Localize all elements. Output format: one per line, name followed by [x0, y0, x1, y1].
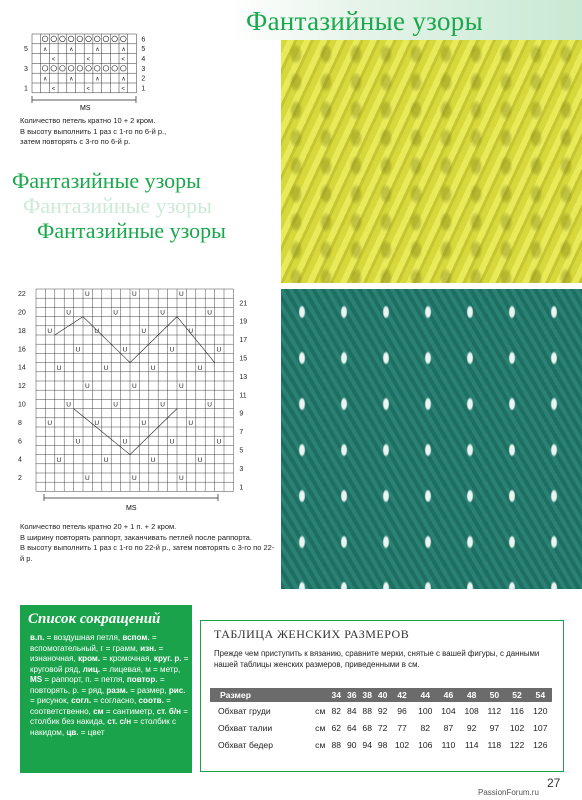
svg-text:<: < [86, 57, 91, 63]
abbreviation-meaning: = повторять, р. = ряд, [30, 675, 165, 695]
abbreviation-term: изн. [140, 643, 157, 653]
chart2-row-number-left: 14 [18, 364, 26, 372]
svg-text:U: U [150, 364, 156, 372]
size-column-header: 34 [329, 688, 344, 702]
svg-text:∧: ∧ [121, 76, 126, 83]
measurement-value: 68 [362, 722, 372, 733]
measurement-value: 87 [443, 722, 454, 733]
measurement-value: 72 [377, 722, 388, 733]
svg-text:<: < [51, 86, 56, 93]
measurement-value: 112 [487, 705, 502, 716]
chart2-row-number-right: 5 [239, 447, 244, 455]
measurement-value: 104 [441, 705, 456, 716]
measurement-value: 116 [510, 705, 524, 716]
chart2-instructions [20, 522, 275, 564]
abbreviation-term: вспом. [122, 633, 150, 642]
size-table [210, 688, 552, 753]
chart2-row-number-right: 17 [239, 337, 248, 345]
svg-text:<: < [86, 86, 91, 93]
chart2-row-number-left: 16 [18, 346, 26, 354]
chart1-instructions [20, 116, 270, 148]
teal-knit-photo [281, 289, 582, 589]
svg-text:U: U [122, 438, 128, 446]
abbreviation-term: согл. [71, 696, 92, 705]
measurement-value: 106 [418, 739, 433, 750]
abbreviation-term: рис. [168, 685, 186, 695]
measurement-value: 118 [487, 739, 502, 750]
abbreviation-meaning: = сантиметр, [103, 706, 157, 716]
size-column-header: 36 [344, 688, 359, 702]
measurement-value: 102 [394, 739, 410, 750]
svg-text:U: U [188, 420, 194, 427]
measurement-value: 100 [418, 705, 433, 716]
size-column-header: 54 [529, 688, 552, 702]
decorative-title-1: Фантазийные узоры [12, 168, 201, 193]
chart1-note-line: затем повторять с 3-го по 6-й р. [20, 137, 131, 146]
table-row [210, 736, 552, 753]
svg-text:U: U [160, 309, 165, 317]
svg-text:U: U [56, 364, 62, 372]
svg-text:∧: ∧ [43, 76, 48, 83]
chart1-row-number-left: 1 [24, 85, 28, 93]
chart2-row-number-left: 20 [18, 309, 26, 317]
measurement-value: 126 [533, 739, 548, 750]
size-table-title: ТАБЛИЦА ЖЕНСКИХ РАЗМЕРОВ [214, 627, 410, 641]
abbreviation-term: кром. [78, 654, 101, 663]
abbreviation-term: круг. р. [153, 654, 182, 663]
svg-text:∧: ∧ [69, 47, 74, 54]
measurement-value: 92 [466, 722, 477, 733]
svg-text:<: < [121, 57, 125, 63]
svg-text:U: U [66, 309, 71, 317]
svg-text:U: U [197, 456, 203, 464]
chart2-row-number-left: 22 [18, 291, 26, 299]
yellow-knit-photo [281, 40, 582, 283]
abbreviation-meaning: = лицевая, м = метр, [100, 664, 181, 674]
decorative-title-3: Фантазийные узоры [37, 218, 226, 243]
svg-text:U: U [160, 401, 165, 409]
svg-text:∧: ∧ [43, 47, 48, 54]
abbreviation-term: соотв. [138, 696, 164, 705]
abbreviation-term: цв. [66, 727, 79, 737]
abbreviation-meaning: = кромочная, [100, 654, 154, 663]
svg-text:∧: ∧ [69, 76, 74, 83]
measurement-value: 122 [509, 739, 525, 750]
size-column-header: 42 [390, 688, 413, 702]
svg-text:U: U [132, 383, 137, 391]
knitting-chart-1 [18, 32, 158, 114]
chart2-note-line: В высоту выполнить 1 раз с 1-го по 22-й р., затем повторять с 3-го по 22-й р. [20, 543, 275, 563]
measurement-value: 88 [331, 739, 342, 750]
measurement-value: 82 [420, 722, 431, 733]
svg-text:<: < [121, 86, 125, 93]
size-header-label: Размер [210, 688, 329, 702]
svg-text:U: U [207, 309, 212, 317]
svg-text:U: U [85, 383, 90, 391]
measurement-value: 102 [509, 722, 525, 733]
abbreviation-meaning: = вспомогательный, г = грамм, [30, 633, 157, 653]
chart2-repeat-label: MS [126, 505, 137, 512]
svg-text:U: U [47, 328, 53, 335]
svg-text:∧: ∧ [121, 47, 126, 54]
abbreviation-meaning: = воздушная петля, [44, 633, 123, 642]
svg-text:U: U [75, 438, 81, 446]
measurement-value: 120 [533, 705, 548, 716]
measurement-value: 98 [377, 739, 388, 750]
svg-text:U: U [75, 346, 81, 354]
abbreviation-term: ст. б/н [156, 706, 182, 716]
abbreviation-meaning: = столбик без накида, [30, 706, 188, 726]
size-column-header: 46 [437, 688, 460, 702]
chart1-row-number-left: 5 [24, 46, 28, 54]
abbreviation-term: разм. [106, 685, 128, 695]
svg-text:∧: ∧ [95, 47, 100, 54]
svg-text:<: < [51, 57, 56, 63]
chart2-note-line: Количество петель кратно 20 + 1 п. + 2 кром. [20, 522, 177, 531]
chart2-row-number-right: 13 [239, 373, 248, 381]
chart2-row-number-right: 21 [239, 300, 248, 308]
abbreviation-term: MS [30, 675, 43, 684]
chart1-repeat-label: MS [80, 105, 91, 112]
size-column-header: 44 [414, 688, 437, 702]
chart2-row-number-right: 11 [239, 392, 247, 400]
chart1-row-number-left: 3 [24, 65, 28, 73]
svg-text:U: U [113, 309, 118, 317]
svg-text:U: U [179, 291, 184, 299]
abbreviation-term: лиц. [82, 664, 101, 674]
abbreviation-meaning: = рисунок, [30, 696, 72, 705]
svg-text:U: U [66, 401, 71, 409]
svg-text:U: U [47, 420, 53, 427]
measurement-value: 96 [397, 705, 407, 716]
chart2-note-line: В ширину повторять раппорт, заканчивать петлей после раппорта. [20, 532, 252, 542]
chart2-row-number-right: 15 [239, 355, 248, 363]
measurement-value: 108 [464, 705, 479, 716]
svg-text:U: U [85, 475, 90, 483]
measurement-value: 64 [346, 722, 357, 733]
chart2-row-number-right: 3 [239, 465, 244, 473]
svg-text:U: U [179, 383, 184, 391]
svg-text:U: U [207, 401, 212, 409]
svg-text:U: U [122, 346, 128, 354]
measurement-value: 94 [362, 739, 372, 750]
chart2-row-number-left: 6 [18, 438, 22, 446]
watermark: PassionForum.ru [478, 788, 539, 797]
size-column-header: 50 [483, 688, 505, 702]
chart1-row-number-right: 3 [141, 65, 146, 73]
knitting-chart-2 [18, 286, 258, 518]
svg-text:U: U [169, 438, 175, 446]
chart2-row-number-left: 8 [18, 419, 22, 427]
abbreviation-term: ст. с/н [107, 717, 132, 726]
decorative-title-2: Фантазийные узоры [23, 193, 212, 218]
svg-text:U: U [85, 291, 90, 299]
svg-text:U: U [103, 456, 109, 464]
abbreviation-meaning: = раппорт, п. = петля, [42, 675, 127, 684]
abbreviation-meaning: = размер, [127, 685, 169, 695]
chart2-row-number-left: 4 [18, 456, 22, 464]
measurement-label: Обхват груди [218, 705, 271, 716]
svg-text:U: U [197, 364, 203, 372]
chart2-row-number-left: 10 [18, 401, 26, 409]
page-title: Фантазийные узоры [246, 6, 484, 36]
svg-text:U: U [94, 420, 100, 427]
size-column-header: 40 [375, 688, 390, 702]
chart1-grid [32, 34, 136, 93]
svg-text:U: U [56, 456, 62, 464]
size-column-header: 38 [359, 688, 374, 702]
chart1-row-number-right: 4 [141, 56, 146, 63]
chart1-row-number-right: 6 [141, 36, 146, 44]
chart2-row-number-right: 19 [239, 318, 248, 326]
chart2-row-numbers [18, 291, 247, 491]
abbreviations-title: Список сокращений [28, 611, 161, 627]
chart1-row-number-right: 5 [141, 46, 146, 54]
abbreviation-meaning: = цвет [78, 727, 105, 737]
chart2-row-number-right: 9 [239, 410, 244, 418]
abbreviation-term: повтор. [126, 675, 158, 684]
measurement-value: 92 [377, 705, 388, 716]
size-column-header: 48 [460, 688, 483, 702]
chart1-row-number-right: 1 [141, 85, 146, 93]
measurement-value: 77 [397, 722, 407, 733]
svg-text:U: U [94, 328, 100, 335]
measurement-value: 114 [464, 739, 479, 750]
abbreviation-meaning: = круговой ряд, [30, 654, 189, 674]
svg-text:∧: ∧ [95, 76, 100, 83]
chart2-row-number-left: 12 [18, 383, 26, 391]
page-number: 27 [547, 776, 561, 790]
measurement-value: 88 [362, 705, 372, 716]
svg-text:U: U [179, 475, 184, 483]
abbreviation-term: в.п. [30, 633, 45, 642]
svg-text:U: U [150, 456, 156, 464]
measurement-unit: см [315, 705, 326, 716]
measurement-label: Обхват бедер [218, 739, 273, 750]
size-table-header-row [210, 688, 552, 702]
measurement-value: 107 [533, 722, 548, 733]
chart1-row-number-right: 2 [141, 75, 146, 83]
svg-text:U: U [141, 328, 147, 335]
table-row [210, 702, 552, 719]
svg-text:U: U [103, 364, 109, 372]
measurement-unit: см [315, 722, 326, 733]
size-column-header: 52 [505, 688, 528, 702]
svg-text:U: U [188, 328, 194, 335]
measurement-value: 84 [346, 705, 357, 716]
table-row [210, 719, 552, 736]
svg-text:U: U [132, 475, 137, 483]
measurement-label: Обхват талии [218, 722, 273, 733]
measurement-value: 97 [489, 722, 500, 733]
svg-text:U: U [132, 291, 137, 299]
size-table-intro: Прежде чем приступить к вязанию, сравните мерки, снятые с вашей фигуры, с данными нашей таблицы женских размеров, приведенными в см. [214, 649, 540, 669]
chart2-row-number-right: 1 [239, 484, 244, 492]
svg-text:U: U [216, 438, 222, 446]
measurement-value: 110 [441, 739, 456, 750]
abbreviation-meaning: = согласно, [91, 696, 139, 705]
chart2-row-number-right: 7 [239, 429, 244, 437]
chart2-row-number-left: 2 [18, 475, 22, 483]
abbreviation-meaning: = изнаночная, [30, 643, 164, 663]
abbreviation-meaning: = столбик с накидом, [30, 717, 177, 737]
svg-text:U: U [216, 346, 222, 354]
chart1-row-numbers [24, 36, 145, 92]
measurement-unit: см [315, 739, 326, 750]
abbreviation-meaning: = соответственно, [30, 696, 171, 716]
abbreviation-term: см [93, 706, 104, 716]
svg-text:U: U [169, 346, 175, 354]
abbreviations-list [30, 633, 190, 738]
measurement-value: 90 [346, 739, 357, 750]
measurement-value: 82 [331, 705, 342, 716]
svg-text:U: U [113, 401, 118, 409]
chart1-note-line: Количество петель кратно 10 + 2 кром. [20, 116, 156, 125]
svg-text:U: U [141, 420, 147, 427]
measurement-value: 62 [331, 722, 342, 733]
chart1-note-line: В высоту выполнить 1 раз с 1-го по 6-й р., [20, 126, 167, 136]
chart2-row-number-left: 18 [18, 327, 26, 335]
